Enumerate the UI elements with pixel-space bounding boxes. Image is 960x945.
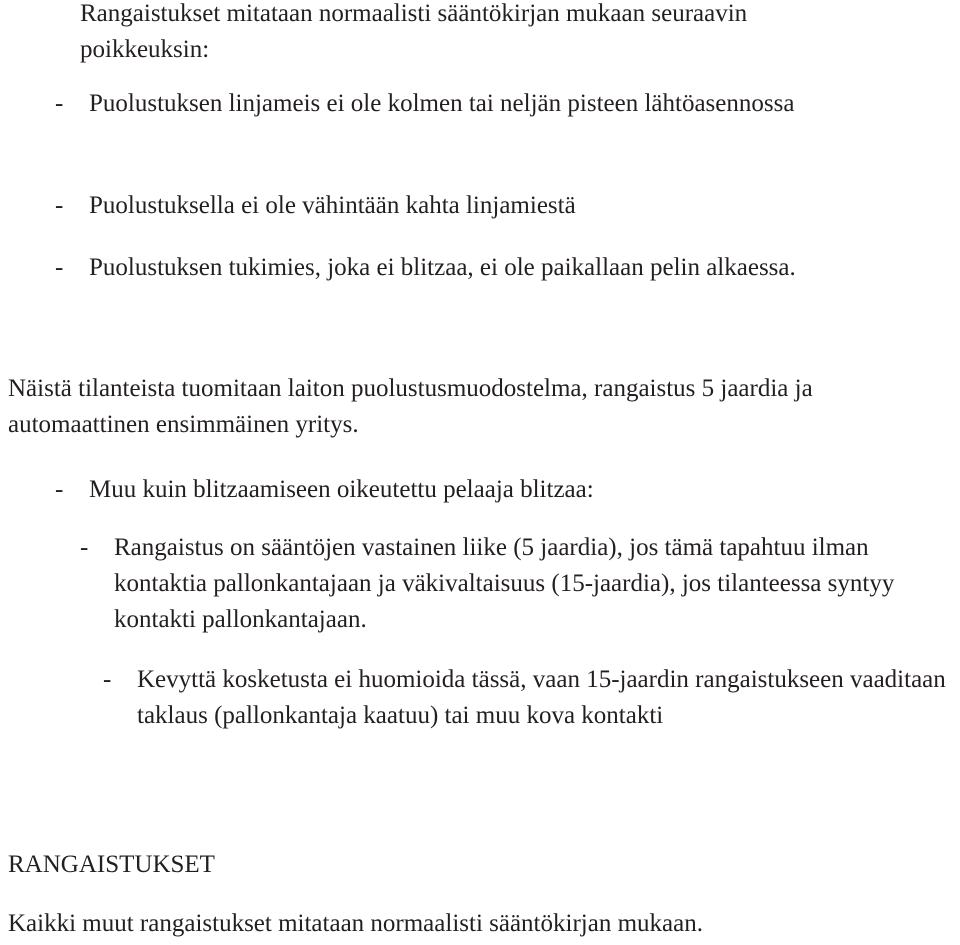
blitz-sub-sub-text: Kevyttä kosketusta ei huomioida tässä, vaan 15-jaardin rangaistukseen vaaditaan taklaus (pallonkantaja kaatuu) tai muu kova kontakti xyxy=(137,666,946,729)
exception-item-2 xyxy=(55,188,915,224)
blitz-sub-sub-item xyxy=(103,662,960,734)
list-dash: - xyxy=(55,90,64,117)
exception-text-2: Puolustuksella ei ole vähintään kahta linjamiestä xyxy=(89,192,576,219)
blitz-item xyxy=(55,472,935,508)
closing-paragraph xyxy=(8,906,948,942)
intro-text: Rangaistukset mitataan normaalisti sääntökirjan mukaan seuraavin poikkeuksin: xyxy=(80,0,748,63)
list-dash: - xyxy=(55,192,64,219)
list-dash: - xyxy=(55,254,64,281)
blitz-item-text: Muu kuin blitzaamiseen oikeutettu pelaaja blitzaa: xyxy=(89,476,594,503)
exception-item-3 xyxy=(55,250,915,286)
blitz-sub-item xyxy=(80,530,950,638)
list-dash: - xyxy=(80,534,89,561)
blitz-sub-text: Rangaistus on sääntöjen vastainen liike (5 jaardia), jos tämä tapahtuu ilman kontaktia pallonkantajaan ja väkivaltaisuus (15-jaardia), jos tilanteessa syntyy kontakti pallonkantajaan. xyxy=(114,534,895,633)
exception-text-1: Puolustuksen linjameis ei ole kolmen tai neljän pisteen lähtöasennossa xyxy=(89,90,795,117)
closing-text: Kaikki muut rangaistukset mitataan normaalisti sääntökirjan mukaan. xyxy=(8,910,703,937)
exception-text-3: Puolustuksen tukimies, joka ei blitzaa, ei ole paikallaan pelin alkaessa. xyxy=(89,254,796,281)
list-dash: - xyxy=(55,476,64,503)
intro-paragraph xyxy=(80,0,800,68)
section-heading-text: RANGAISTUKSET xyxy=(8,851,215,878)
exception-item-1 xyxy=(55,86,915,122)
ruling-paragraph xyxy=(8,371,928,443)
list-dash: - xyxy=(103,666,112,693)
section-heading xyxy=(8,847,215,883)
ruling-text: Näistä tilanteista tuomitaan laiton puolustusmuodostelma, rangaistus 5 jaardia ja automaattinen ensimmäinen yritys. xyxy=(8,375,813,438)
